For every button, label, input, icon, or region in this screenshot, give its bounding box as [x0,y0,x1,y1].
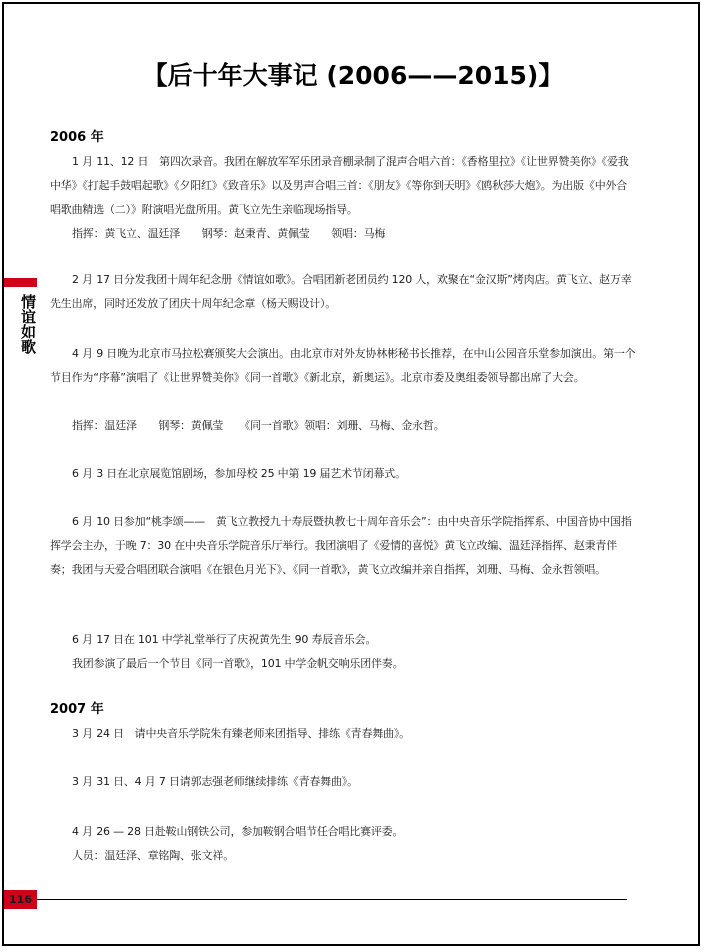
entry-2006-06: 6 月 17 日在 101 中学礼堂举行了庆祝黄先生 90 寿辰音乐会。 [72,633,377,646]
entry-2006-02: 2 月 17 日分发我团十周年纪念册《情谊如歌》。合唱团新老团员约 120 人，欢聚在“金汉斯”烤肉店。黄飞立、赵万幸先生出席，同时还发放了团庆十周年纪念章（杨天赐设计）。 [50,273,632,310]
side-tab-marker [4,278,37,287]
entry-2006-03: 4 月 9 日晚为北京市马拉松赛颁奖大会演出。由北京市对外友协林彬秘书长推荐，在中山公园音乐堂参加演出。第一个节目作为“序幕”演唱了《让世界赞美你》《同一首歌》《新北京，新奥运》。北京市委及奥组委领导都出席了大会。 [50,347,636,384]
page-number: 116 [9,893,32,906]
entry-2007-03-credits: 人员：温廷泽、章铭陶、张文祥。 [72,849,234,862]
page-number-box [4,890,37,909]
entry-2006-06-credits: 我团参演了最后一个节目《同一首歌》，101 中学金帆交响乐团伴奏。 [72,657,404,670]
entry-2006-01-credits: 指挥：黄飞立、温廷泽 钢琴：赵秉青、黄佩莹 领唱：马梅 [72,227,386,240]
entry-2006-05: 6 月 10 日参加“桃李颂—— 黄飞立教授九十寿辰暨执教七十周年音乐会”：由中央音乐学院指挥系、中国音协中国指挥学会主办，于晚 7：30 在中央音乐学院音乐厅举行。我团演唱了《爱情的喜悦》黄飞立改编、温廷泽指挥、赵秉青伴奏；我团与天爱合唱团联合演唱《在银色月光下》、《同一首歌》，黄飞立改编并亲自指挥，刘珊、马梅、金永哲领唱。 [50,515,632,576]
entry-2006-04: 6 月 3 日在北京展览馆剧场，参加母校 25 中第 19 届艺术节闭幕式。 [72,467,406,480]
page-title: 【后十年大事记 (2006——2015)】 [142,61,564,90]
entry-2006-03-credits: 指挥：温廷泽 钢琴：黄佩莹 《同一首歌》领唱：刘珊、马梅、金永哲。 [72,419,445,432]
entry-2007-01: 3 月 24 日 请中央音乐学院朱有臻老师来团指导、排练《青春舞曲》。 [72,727,410,740]
entry-2007-02: 3 月 31 日、4 月 7 日请郭志强老师继续排练《青春舞曲》。 [72,775,358,788]
footer-rule [37,899,627,900]
year-heading-2006: 2006 年 [50,130,104,145]
entry-2007-03: 4 月 26 — 28 日赴鞍山钢铁公司，参加鞍钢合唱节任合唱比赛评委。 [72,825,404,838]
entry-2006-01: 1 月 11、12 日 第四次录音。我团在解放军军乐团录音棚录制了混声合唱六首：《香格里拉》《让世界赞美你》《爱我中华》《打起手鼓唱起歌》《夕阳红》《致音乐》以及男声合唱三首：《朋友》《等你到天明》《鸥秋莎大炮》。为出版《中外合唱歌曲精选（二）》附演唱光盘所用。黄飞立先生亲临现场指导。 [50,155,629,216]
year-heading-2007: 2007 年 [50,702,104,717]
side-book-title: 情谊如歌 [19,294,37,354]
